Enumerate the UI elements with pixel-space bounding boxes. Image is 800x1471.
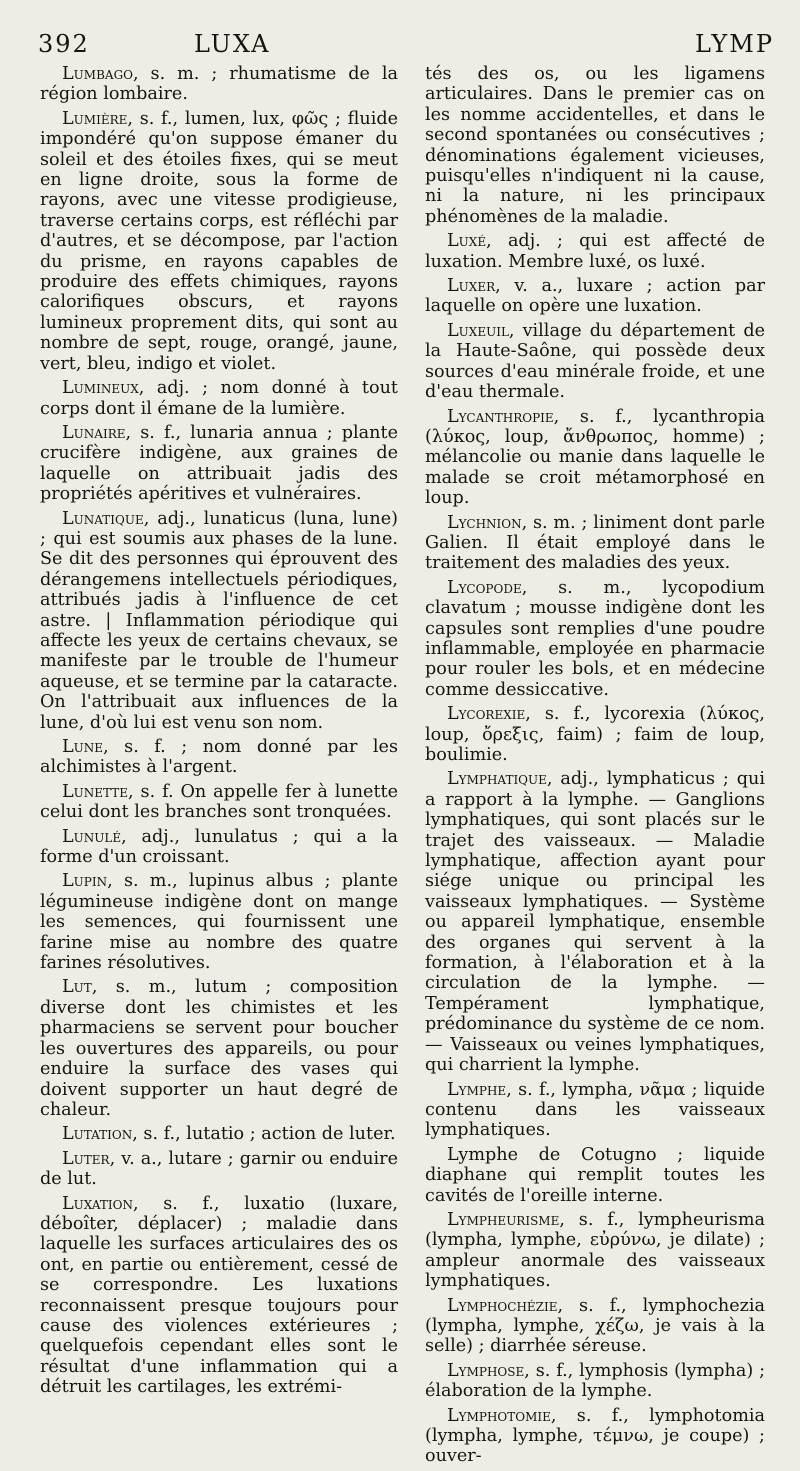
definition: , s. f., lympha, νᾶμα ; liquide contenu dans les vaisseaux lymphatiques. [425, 1079, 765, 1141]
definition: , s. f., lymphosis (lympha) ; élaboration de la lymphe. [425, 1360, 765, 1402]
entry-lymphe-de-cotugno [425, 1145, 765, 1206]
right-column [425, 64, 765, 1471]
definition: Lymphe de Cotugno ; liquide diaphane qui remplit toutes les cavités de l'oreille interne. [425, 1144, 765, 1206]
headword: Lymphatique [447, 769, 547, 790]
headword: Lunatique [62, 508, 144, 529]
definition: , village du département de la Haute-Saône, qui possède deux sources d'eau minérale froide, et une d'eau thermale. [425, 320, 765, 403]
entry-lunule [40, 827, 398, 868]
entry-lupin [40, 871, 398, 973]
headword: Lympheurisme [447, 1209, 560, 1230]
entry-luxeuil [425, 321, 765, 403]
entry-luter [40, 1149, 398, 1190]
definition: , s. m. ; liniment dont parle Galien. Il était employé dans le traitement des maladies des yeux. [425, 512, 765, 574]
entry-lycopode [425, 578, 765, 700]
entry-luxation-continued [425, 64, 765, 227]
headword: Lumière [62, 108, 128, 129]
headword: Lymphochézie [447, 1295, 558, 1316]
entry-lymphotomie [425, 1406, 765, 1467]
entry-luxe [425, 231, 765, 272]
left-column [40, 64, 398, 1402]
definition: , s. f., lunaria annua ; plante crucifère indigène, aux graines de laquelle on attribuait jadis des propriétés apéritives et vulnéraires. [40, 422, 398, 505]
entry-lymphatique [425, 769, 765, 1075]
definition: , s. f., lycorexia (λύκος, loup, ὄρεξις, faim) ; faim de loup, boulimie. [425, 704, 765, 765]
entry-lunatique [40, 509, 398, 733]
entry-lychnion [425, 513, 765, 574]
entry-luxation [40, 1194, 398, 1398]
headword: Lumineux [62, 378, 139, 399]
definition: , s. f. On appelle fer à lunette celui dont les branches sont tronquées. [40, 781, 398, 823]
entry-lumbago [40, 64, 398, 105]
entry-lutation [40, 1124, 398, 1144]
headword: Luxé [447, 231, 487, 252]
definition: , s. m. ; rhumatisme de la région lombaire. [40, 64, 398, 105]
headword: Lut [62, 977, 92, 998]
headword: Luxeuil [447, 320, 509, 341]
page-number: 392 [38, 30, 90, 58]
headword: Lychnion [447, 512, 522, 533]
entry-lumineux [40, 378, 398, 419]
headword: Lymphe [447, 1079, 507, 1100]
definition: , s. f., lymphotomia (lympha, lymphe, τέμνω, je coupe) ; ouver- [425, 1405, 765, 1467]
header-left-word: LUXA [194, 30, 271, 58]
headword: Lunette [62, 781, 129, 802]
definition: , s. f., lutatio ; action de luter. [132, 1124, 396, 1145]
entry-lycorexie [425, 704, 765, 765]
entry-lumiere [40, 109, 398, 374]
headword: Lymphose [447, 1360, 525, 1381]
definition: , s. m., lupinus albus ; plante légumineuse indigène dont on mange les semences, qui fournissent une farine mise au nombre des quatre farines résolutives. [40, 871, 398, 974]
entry-lut [40, 977, 398, 1120]
headword: Lycorexie [447, 704, 526, 725]
definition: , s. f., lympheurisma (lympha, lymphe, εὐρύνω, je dilate) ; ampleur anormale des vaisseaux lymphatiques. [425, 1209, 765, 1292]
header-right-word: LYMP [695, 30, 774, 58]
headword: Luter [62, 1148, 110, 1169]
headword: Lymphotomie [447, 1405, 551, 1426]
entry-lune [40, 737, 398, 778]
definition: , s. f., lymphochezia (lympha, lymphe, χέζω, je vais à la selle) ; diarrhée séreuse. [425, 1295, 765, 1357]
definition: , adj., lymphaticus ; qui a rapport à la lymphe. — Ganglions lymphatiques, qui sont placés sur le trajet des vaisseaux. — Maladie lymphatique, affection ayant pour siége unique ou principal les vaisseaux lymphatiques. — Système ou appareil lymphatique, ensemble des organes qui servent à la formation, à l'élaboration et à la circulation de la lymphe. — Tempérament lymphatique, prédominance du système de ce nom. — Vaisseaux ou veines lymphatiques, qui charrient la lymphe. [425, 769, 765, 1076]
headword: Luxer [447, 276, 496, 297]
definition: , s. m., lycopodium clavatum ; mousse indigène dont les capsules sont remplies d'une poudre inflammable, employée en pharmacie pour rouler les bols, et en médecine comme dessiccative. [425, 577, 765, 700]
definition: , adj., lunulatus ; qui a la forme d'un croissant. [40, 826, 398, 868]
definition: tés des os, ou les ligamens articulaires. Dans le premier cas on les nomme accidentelles, et dans le second spontanées ou consécutives ; dénominations également vicieuses, puisqu'elles n'indiquent ni la cause, ni la nature, ni les principaux phénomènes de la maladie. [425, 64, 765, 227]
definition: , s. f., lumen, lux, φῶς ; fluide impondéré qu'on suppose émaner du soleil et des étoiles fixes, qui se meut en ligne droite, sous la forme de rayons, avec une vitesse prodigieuse, traverse certains corps, est réfléchi par d'autres, et se décompose, par l'action du prisme, en rayons capables de produire des effets chimiques, rayons calorifiques obscurs, et rayons lumineux proprement dits, qui sont au nombre de sept, rouge, orangé, jaune, vert, bleu, indigo et violet. [40, 108, 398, 374]
definition: , adj., lunaticus (luna, lune) ; qui est soumis aux phases de la lune. Se dit des personnes qui éprouvent des dérangemens intellectuels périodiques, attribués jadis à l'influence de cet astre. | Inflammation périodique qui affecte les yeux de certains chevaux, se manifeste par le trouble de l'humeur aqueuse, et se termine par la cataracte. On l'attribuait aux influences de la lune, d'où lui est venu son nom. [40, 508, 398, 733]
running-header [38, 30, 786, 64]
headword: Lumbago [62, 64, 133, 84]
headword: Luxation [62, 1193, 134, 1214]
headword: Lunaire [62, 422, 126, 443]
entry-lymphochezie [425, 1296, 765, 1357]
headword: Lune [62, 737, 104, 757]
definition: , s. f. ; nom donné par les alchimistes à l'argent. [40, 737, 398, 778]
headword: Lunulé [62, 826, 122, 847]
entry-lymphose [425, 1361, 765, 1402]
definition: , s. m., lutum ; composition diverse dont les chimistes et les pharmaciens se servent pour boucher les ouvertures des appareils, ou pour enduire la surface des vases qui doivent supporter un haut degré de chaleur. [40, 977, 398, 1120]
definition: , adj. ; nom donné à tout corps dont il émane de la lumière. [40, 378, 398, 419]
headword: Lutation [62, 1124, 133, 1145]
definition: , v. a., lutare ; garnir ou enduire de lut. [40, 1148, 398, 1190]
entry-lymphe [425, 1080, 765, 1141]
headword: Lycanthropie [447, 406, 554, 427]
entry-lunaire [40, 423, 398, 505]
definition: , v. a., luxare ; action par laquelle on opère une luxation. [425, 276, 765, 317]
headword: Lupin [62, 871, 108, 892]
entry-lunette [40, 782, 398, 823]
entry-lycanthropie [425, 407, 765, 509]
entry-luxer [425, 276, 765, 317]
definition: , adj. ; qui est affecté de luxation. Membre luxé, os luxé. [425, 231, 765, 272]
entry-lympheurisme [425, 1210, 765, 1292]
definition: , s. f., luxatio (luxare, déboîter, déplacer) ; maladie dans laquelle les surfaces articulaires des os ont, en partie ou entièrement, cessé de se correspondre. Les luxations reconnaissent presque toujours pour cause des violences extérieures ; quelquefois cependant elles sont le résultat d'une inflammation qui a détruit les cartilages, les extrémi- [40, 1193, 398, 1398]
headword: Lycopode [447, 577, 522, 598]
definition: , s. f., lycanthropia (λύκος, loup, ἄνθρωπος, homme) ; mélancolie ou manie dans laquelle le malade se croit métamorphosé en loup. [425, 406, 765, 509]
